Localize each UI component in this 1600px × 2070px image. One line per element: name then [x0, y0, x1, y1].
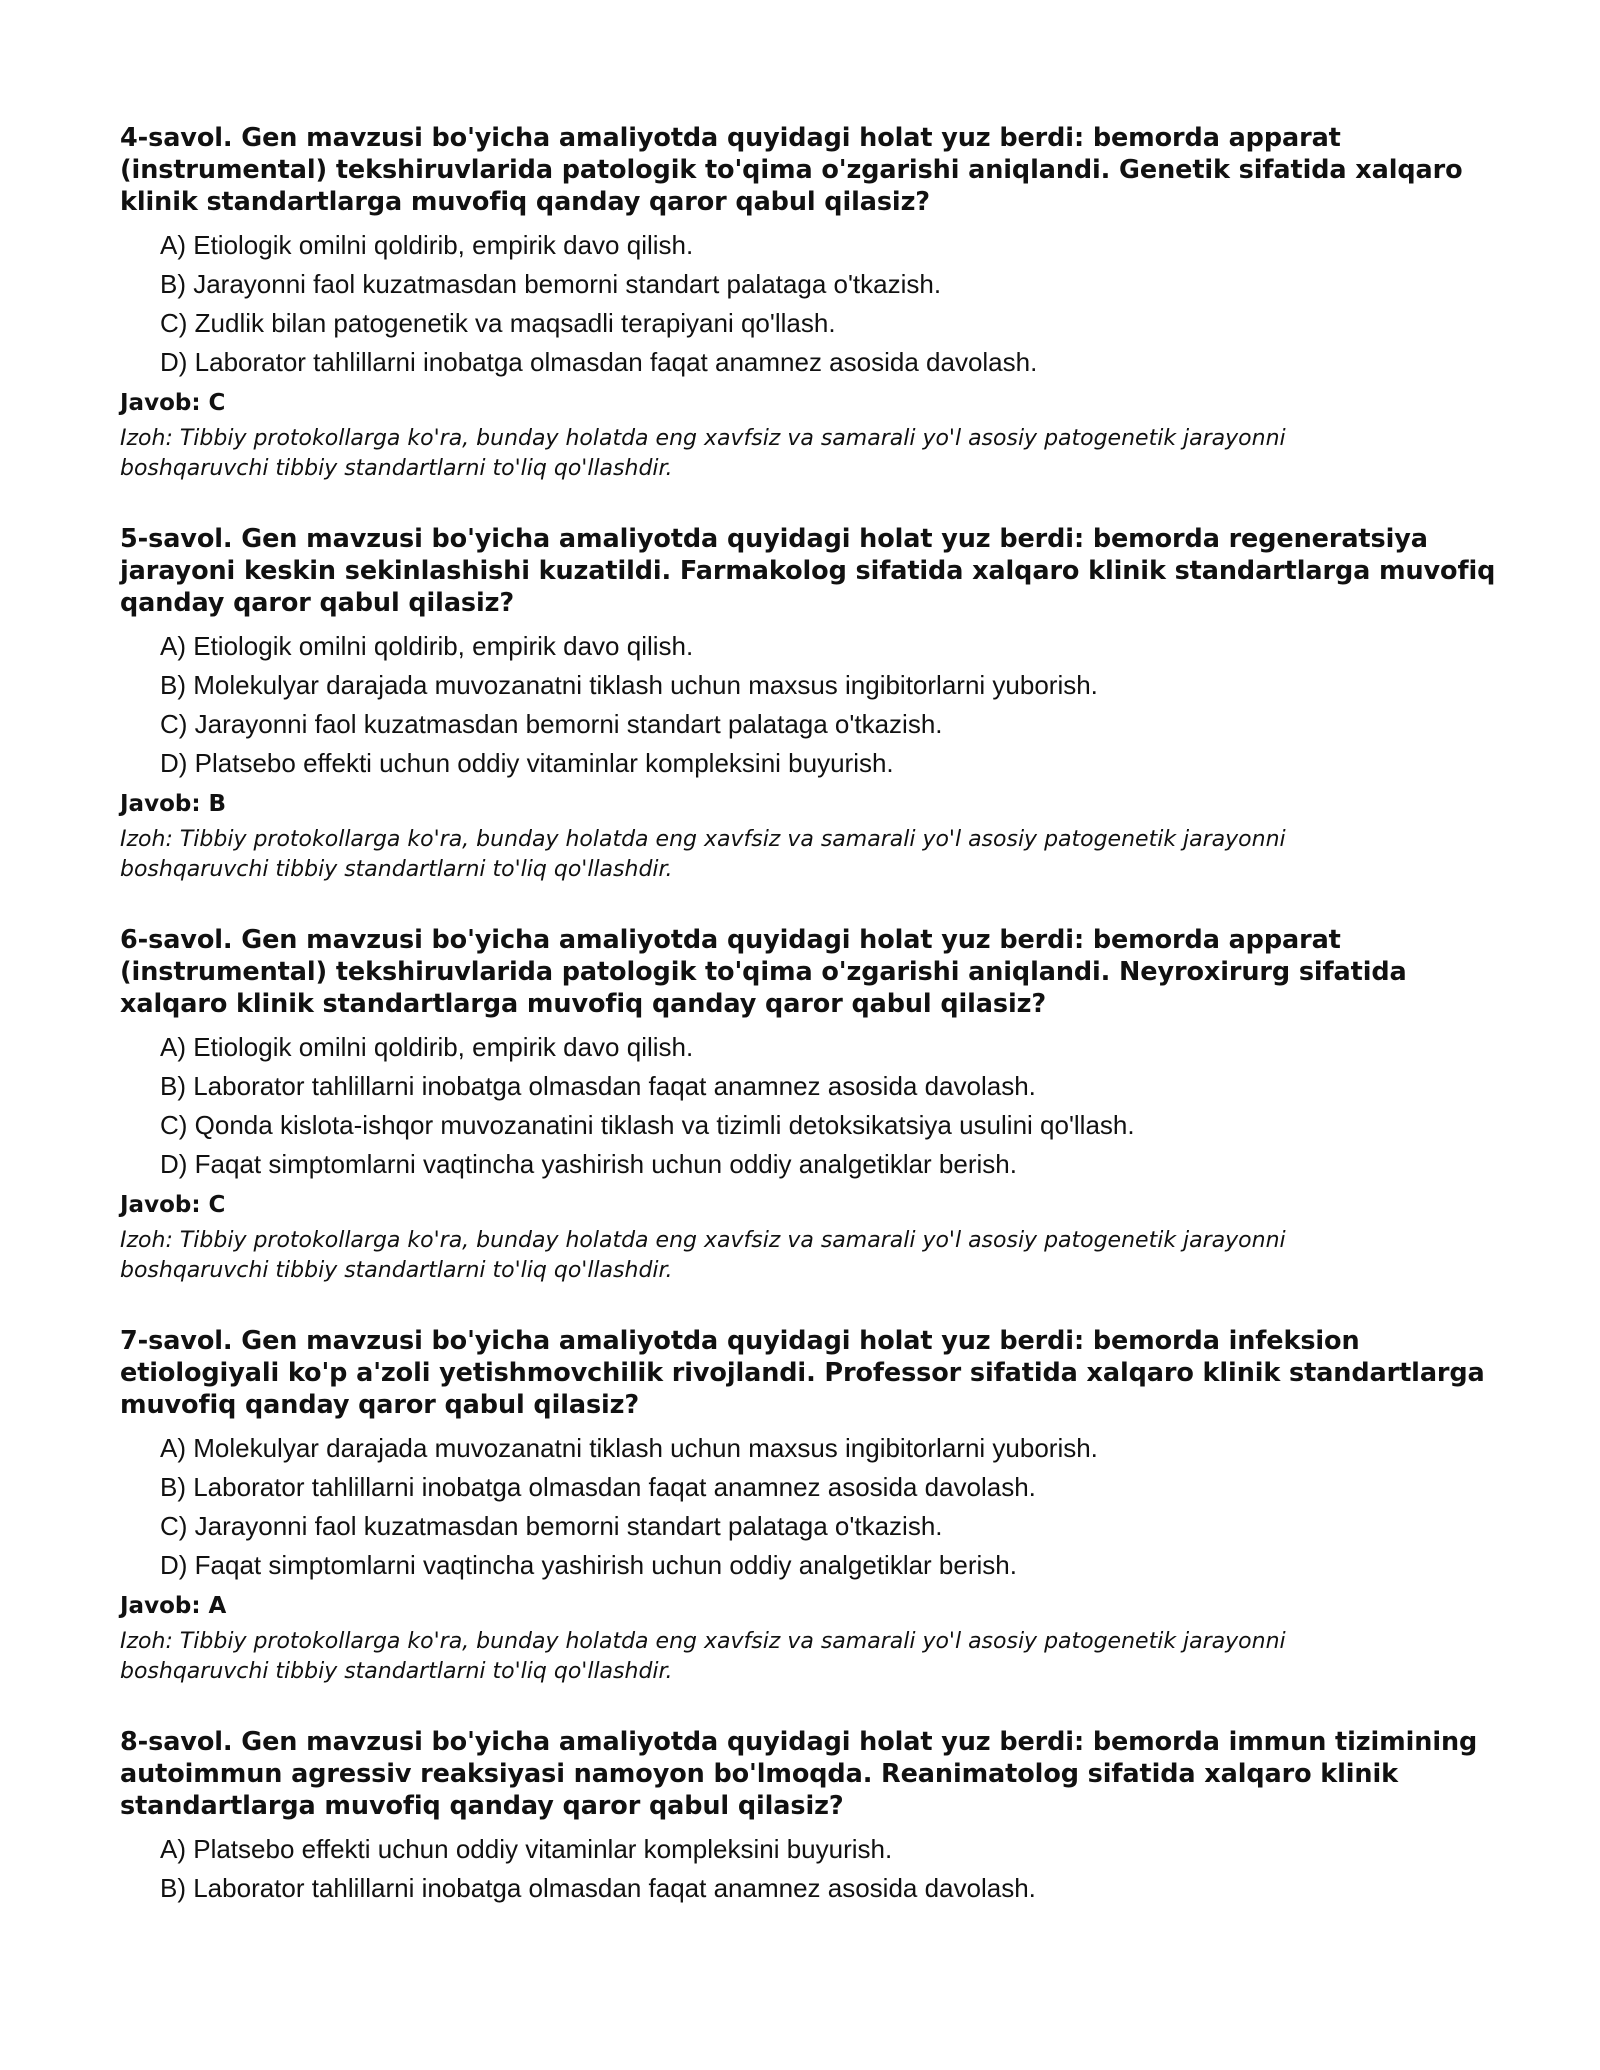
option-c: C) Jarayonni faol kuzatmasdan bemorni standart palataga o'tkazish. [160, 709, 943, 739]
options-list [160, 627, 1500, 783]
answer-label: Javob: C [120, 390, 226, 416]
question-title: 7-savol. Gen mavzusi bo'yicha amaliyotda quyidagi holat yuz berdi: bemorda infeksion etiologiyali ko'p a'zoli yetishmovchilik rivojlandi. Professor sifatida xalqaro klinik standartlarga muvofiq qanday qaror qabul qilasiz? [120, 1326, 1485, 1420]
option-a: A) Etiologik omilni qoldirib, empirik davo qilish. [160, 1032, 694, 1062]
options-list [160, 1830, 1500, 1908]
option-c: C) Zudlik bilan patogenetik va maqsadli terapiyani qo'llash. [160, 308, 836, 338]
option-a: A) Molekulyar darajada muvozanatni tiklash uchun maxsus ingibitorlarni yuborish. [160, 1433, 1098, 1463]
option-a: A) Platsebo effekti uchun oddiy vitaminlar kompleksini buyurish. [160, 1834, 893, 1864]
question-6 [120, 924, 1500, 1286]
explanation-note: Izoh: Tibbiy protokollarga ko'ra, bunday holatda eng xavfsiz va samarali yo'l asosiy patogenetik jarayonni boshqaruvchi tibbiy standartlarni to'liq qo'llashdir. [120, 827, 1286, 882]
option-b: B) Jarayonni faol kuzatmasdan bemorni standart palataga o'tkazish. [160, 269, 942, 299]
option-d: D) Laborator tahlillarni inobatga olmasdan faqat anamnez asosida davolash. [160, 347, 1038, 377]
option-c: C) Qonda kislota-ishqor muvozanatini tiklash va tizimli detoksikatsiya usulini qo'llash. [160, 1110, 1135, 1140]
option-b: B) Laborator tahlillarni inobatga olmasdan faqat anamnez asosida davolash. [160, 1071, 1036, 1101]
option-a: A) Etiologik omilni qoldirib, empirik davo qilish. [160, 631, 694, 661]
option-a: A) Etiologik omilni qoldirib, empirik davo qilish. [160, 230, 694, 260]
question-7 [120, 1325, 1500, 1687]
option-d: D) Platsebo effekti uchun oddiy vitaminlar kompleksini buyurish. [160, 748, 894, 778]
question-8 [120, 1726, 1500, 1908]
question-4 [120, 122, 1500, 484]
option-b: B) Laborator tahlillarni inobatga olmasdan faqat anamnez asosida davolash. [160, 1873, 1036, 1903]
explanation-note: Izoh: Tibbiy protokollarga ko'ra, bunday holatda eng xavfsiz va samarali yo'l asosiy patogenetik jarayonni boshqaruvchi tibbiy standartlarni to'liq qo'llashdir. [120, 1629, 1286, 1684]
options-list [160, 1429, 1500, 1585]
question-title: 5-savol. Gen mavzusi bo'yicha amaliyotda quyidagi holat yuz berdi: bemorda regeneratsiya jarayoni keskin sekinlashishi kuzatildi. Farmakolog sifatida xalqaro klinik standartlarga muvofiq qanday qaror qabul qilasiz? [120, 524, 1496, 618]
option-b: B) Molekulyar darajada muvozanatni tiklash uchun maxsus ingibitorlarni yuborish. [160, 670, 1098, 700]
option-b: B) Laborator tahlillarni inobatga olmasdan faqat anamnez asosida davolash. [160, 1472, 1036, 1502]
answer-label: Javob: B [120, 791, 227, 817]
option-c: C) Jarayonni faol kuzatmasdan bemorni standart palataga o'tkazish. [160, 1511, 943, 1541]
question-title: 6-savol. Gen mavzusi bo'yicha amaliyotda quyidagi holat yuz berdi: bemorda apparat (instrumental) tekshiruvlarida patologik to'qima o'zgarishi aniqlandi. Neyroxirurg sifatida xalqaro klinik standartlarga muvofiq qanday qaror qabul qilasiz? [120, 925, 1407, 1019]
question-title: 4-savol. Gen mavzusi bo'yicha amaliyotda quyidagi holat yuz berdi: bemorda apparat (instrumental) tekshiruvlarida patologik to'qima o'zgarishi aniqlandi. Genetik sifatida xalqaro klinik standartlarga muvofiq qanday qaror qabul qilasiz? [120, 123, 1463, 217]
document-page [120, 122, 1500, 1947]
options-list [160, 226, 1500, 382]
explanation-note: Izoh: Tibbiy protokollarga ko'ra, bunday holatda eng xavfsiz va samarali yo'l asosiy patogenetik jarayonni boshqaruvchi tibbiy standartlarni to'liq qo'llashdir. [120, 1228, 1286, 1283]
option-d: D) Faqat simptomlarni vaqtincha yashirish uchun oddiy analgetiklar berish. [160, 1149, 1017, 1179]
answer-label: Javob: C [120, 1192, 226, 1218]
option-d: D) Faqat simptomlarni vaqtincha yashirish uchun oddiy analgetiklar berish. [160, 1550, 1017, 1580]
answer-label: Javob: A [120, 1593, 227, 1619]
options-list [160, 1028, 1500, 1184]
question-5 [120, 523, 1500, 885]
explanation-note: Izoh: Tibbiy protokollarga ko'ra, bunday holatda eng xavfsiz va samarali yo'l asosiy patogenetik jarayonni boshqaruvchi tibbiy standartlarni to'liq qo'llashdir. [120, 426, 1286, 481]
question-title: 8-savol. Gen mavzusi bo'yicha amaliyotda quyidagi holat yuz berdi: bemorda immun tizimining autoimmun agressiv reaksiyasi namoyon bo'lmoqda. Reanimatolog sifatida xalqaro klinik standartlarga muvofiq qanday qaror qabul qilasiz? [120, 1727, 1478, 1821]
